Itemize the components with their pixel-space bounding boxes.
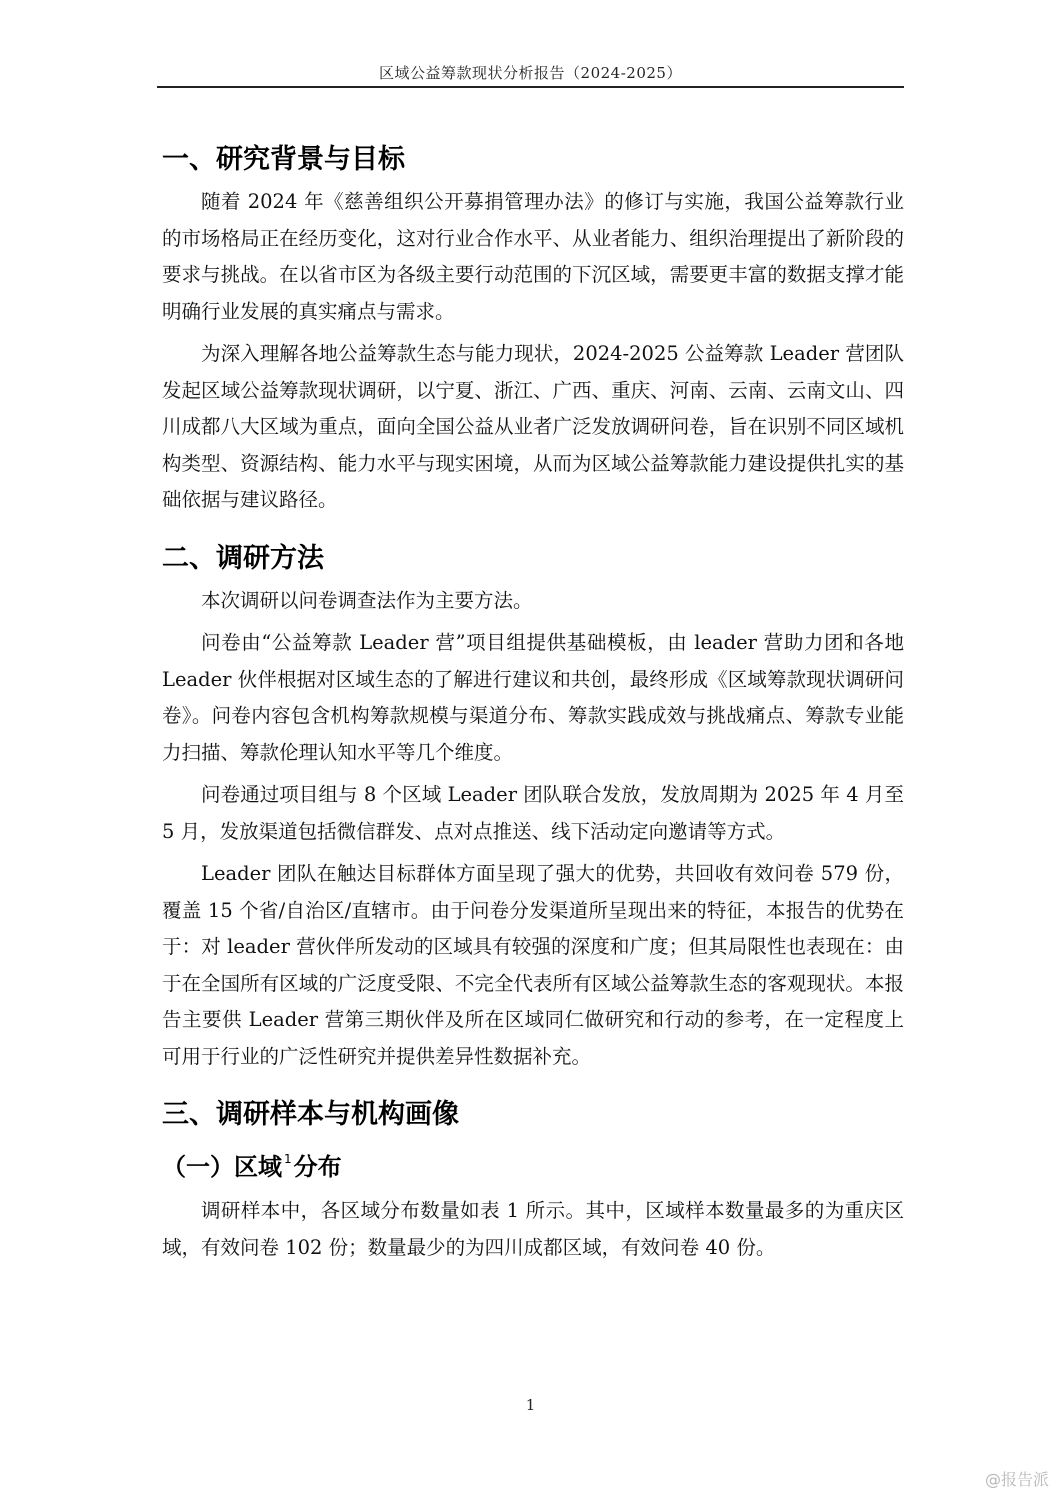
footnote-mark[interactable]: 1 <box>284 1152 292 1166</box>
paragraph: 随着 2024 年《慈善组织公开募捐管理办法》的修订与实施，我国公益筹款行业的市场格局正在经历变化，这对行业合作水平、从业者能力、组织治理提出了新阶段的要求与挑战。在以省市区为各级主要行动范围的下沉区域，需要更丰富的数据支撑才能明确行业发展的真实痛点与需求。 <box>162 190 904 323</box>
watermark-logo: @报告派 <box>984 1470 1049 1489</box>
paragraph: 为深入理解各地公益筹款生态与能力现状，2024-2025 公益筹款 Leader 营团队发起区域公益筹款现状调研，以宁夏、浙江、广西、重庆、河南、云南、云南文山、四川成都八大区域为重点，面向全国公益从业者广泛发放调研问卷，旨在识别不同区域机构类型、资源结构、能力水平与现实困境，从而为区域公益筹款能力建设提供扎实的基础依据与建议路径。 <box>162 342 904 511</box>
subsection-heading-region <box>162 1139 904 1187</box>
running-header: 区域公益筹款现状分析报告（2024-2025） <box>379 64 682 82</box>
document-body <box>162 140 904 1272</box>
paragraph: 调研样本中，各区域分布数量如表 1 所示。其中，区域样本数量最多的为重庆区域，有效问卷 102 份；数量最少的为四川成都区域，有效问卷 40 份。 <box>162 1199 904 1259</box>
paragraph: 问卷通过项目组与 8 个区域 Leader 团队联合发放，发放周期为 2025 年 4 月至 5 月，发放渠道包括微信群发、点对点推送、线下活动定向邀请等方式。 <box>162 783 904 843</box>
paragraph: 本次调研以问卷调查法作为主要方法。 <box>201 588 533 612</box>
section-heading-method: 二、调研方法 <box>162 542 324 574</box>
subsection-heading-suffix: 分布 <box>293 1153 342 1181</box>
page-number: 1 <box>525 1396 536 1414</box>
section-heading-sample: 三、调研样本与机构画像 <box>162 1099 459 1130</box>
section-heading-background: 一、研究背景与目标 <box>162 144 405 175</box>
paragraph: Leader 团队在触达目标群体方面呈现了强大的优势，共回收有效问卷 579 份，覆盖 15 个省/自治区/直辖市。由于问卷分发渠道所呈现出来的特征，本报告的优势在于：对 leader 营伙伴所发动的区域具有较强的深度和广度；但其局限性也表现在：由于在全国所有区域的广泛度受限、不完全代表所有区域公益筹款生态的客观现状。本报告主要供 Leader 营第三期伙伴及所在区域同仁做研究和行动的参考，在一定程度上可用于行业的广泛性研究并提供差异性数据补充。 <box>162 862 904 1068</box>
header-divider <box>157 86 904 88</box>
paragraph: 问卷由“公益筹款 Leader 营”项目组提供基础模板，由 leader 营助力团和各地 Leader 伙伴根据对区域生态的了解进行建议和共创，最终形成《区域筹款现状调研问卷》。问卷内容包含机构筹款规模与渠道分布、筹款实践成效与挑战痛点、筹款专业能力扫描、筹款伦理认知水平等几个维度。 <box>162 631 904 764</box>
subsection-heading-prefix: （一）区域 <box>162 1153 282 1181</box>
